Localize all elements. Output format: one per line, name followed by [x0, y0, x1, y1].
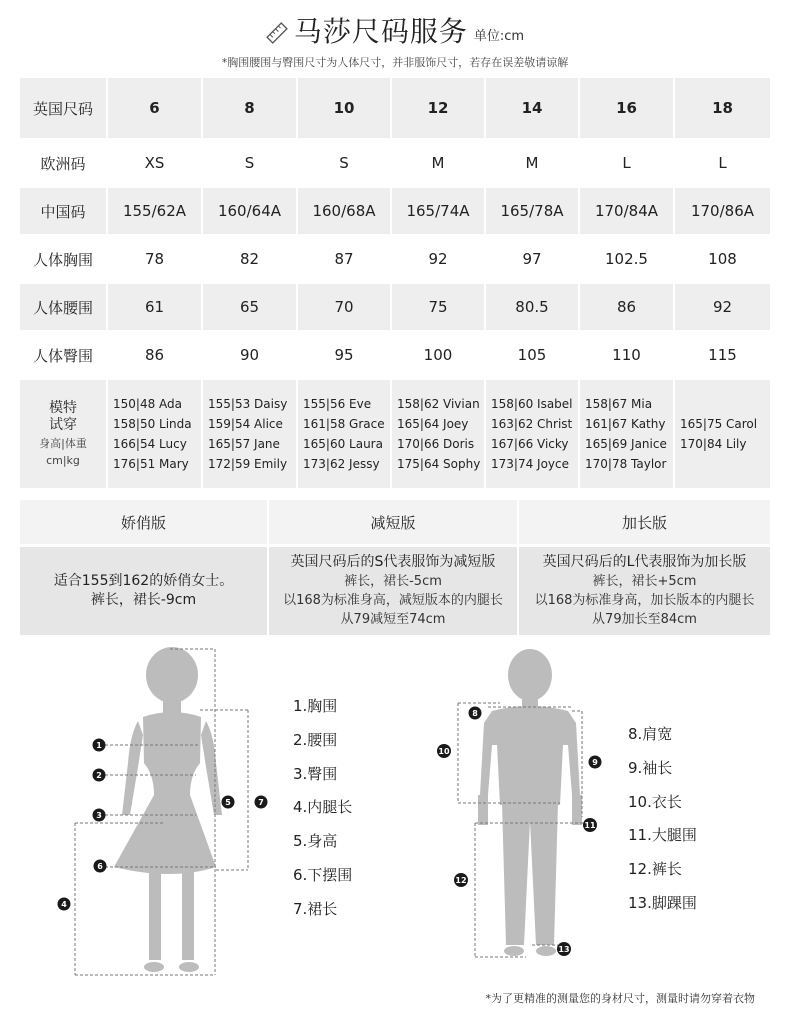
dress-measurement-diagram — [50, 645, 280, 980]
cell — [202, 379, 297, 489]
cell — [391, 379, 485, 489]
measurement-footnote: *为了更精准的测量您的身材尺寸，测量时请勿穿着衣物 — [485, 992, 755, 1005]
model-entry: 163|62 Christ — [491, 417, 573, 431]
marker-12-icon — [454, 873, 468, 887]
row-hip — [20, 331, 771, 379]
model-entry: 166|54 Lucy — [113, 437, 187, 451]
cell: 100 — [391, 331, 485, 379]
short-line4: 从79减短至74cm — [340, 612, 446, 627]
petite-desc — [20, 546, 268, 636]
row-label: 中国码 — [20, 187, 107, 235]
model-sub-line1: 身高|体重 — [39, 437, 87, 450]
marker-label: 9 — [592, 758, 598, 767]
model-entry: 165|57 Jane — [208, 437, 280, 451]
cell: 160/64A — [202, 187, 297, 235]
cell — [674, 379, 771, 489]
model-entry: 170|84 Lily — [680, 437, 747, 451]
marker-label: 11 — [584, 821, 596, 830]
row-label — [20, 379, 107, 489]
model-entry: 170|66 Doris — [397, 437, 475, 451]
marker-1-icon — [93, 739, 106, 752]
cell: 10 — [297, 78, 391, 139]
row-label: 英国尺码 — [20, 78, 107, 139]
marker-10-icon — [437, 744, 451, 758]
marker-4-icon — [58, 898, 71, 911]
model-entry: 176|51 Mary — [113, 457, 189, 471]
trousers-legend — [628, 718, 697, 921]
cell: 65 — [202, 283, 297, 331]
cell: 165/78A — [485, 187, 579, 235]
model-entry: 175|64 Sophy — [397, 457, 481, 471]
cell: 170/84A — [579, 187, 674, 235]
marker-label: 12 — [455, 876, 467, 885]
marker-label: 6 — [97, 862, 103, 871]
row-label: 人体臀围 — [20, 331, 107, 379]
model-entry: 167|66 Vicky — [491, 437, 569, 451]
fit-versions-table — [20, 500, 772, 635]
row-label: 人体胸围 — [20, 235, 107, 283]
cell — [579, 379, 674, 489]
marker-3-icon — [93, 809, 106, 822]
cell: 105 — [485, 331, 579, 379]
cell: 90 — [202, 331, 297, 379]
petite-line2: 裤长，裙长-9cm — [90, 592, 197, 608]
cell: 16 — [579, 78, 674, 139]
legend-item: 6.下摆围 — [293, 865, 353, 884]
cell: 110 — [579, 331, 674, 379]
petite-title: 娇俏版 — [20, 500, 268, 546]
cell: 80.5 — [485, 283, 579, 331]
marker-label: 13 — [558, 945, 570, 954]
model-entry: 173|74 Joyce — [491, 457, 569, 471]
cell: L — [579, 139, 674, 187]
cell: 12 — [391, 78, 485, 139]
model-entry: 155|53 Daisy — [208, 397, 288, 411]
marker-label: 4 — [61, 900, 67, 909]
model-entry: 165|69 Janice — [585, 437, 667, 451]
petite-line1: 适合155到162的娇俏女士。 — [53, 573, 234, 589]
cell: 82 — [202, 235, 297, 283]
long-line3: 以168为标准身高，加长版本的内腿长 — [534, 593, 755, 608]
row-bust — [20, 235, 771, 283]
cell: 70 — [297, 283, 391, 331]
legend-item: 1.胸围 — [293, 697, 338, 715]
page-header — [0, 10, 790, 70]
model-label-line2: 试穿 — [49, 417, 77, 433]
cell: 92 — [391, 235, 485, 283]
marker-7-icon — [255, 796, 268, 809]
row-label: 人体腰围 — [20, 283, 107, 331]
short-line3: 以168为标准身高，减短版本的内腿长 — [283, 593, 503, 608]
row-models — [20, 379, 771, 489]
trousers-measurement-diagram — [430, 645, 610, 965]
dress-legend — [293, 690, 352, 927]
model-entry: 150|48 Ada — [113, 397, 182, 411]
marker-label: 3 — [96, 811, 102, 820]
cell: 97 — [485, 235, 579, 283]
size-chart-table — [20, 78, 772, 490]
marker-2-icon — [93, 769, 106, 782]
short-title: 减短版 — [268, 500, 518, 546]
legend-item: 11.大腿围 — [628, 826, 697, 845]
legend-item: 10.衣长 — [628, 792, 682, 811]
legend-item: 13.脚踝围 — [628, 893, 697, 912]
model-entry: 158|60 Isabel — [491, 397, 573, 411]
cell: M — [391, 139, 485, 187]
long-desc — [518, 546, 771, 636]
marker-label: 7 — [258, 798, 264, 807]
cell: 170/86A — [674, 187, 771, 235]
long-title: 加长版 — [518, 500, 771, 546]
legend-item: 12.裤长 — [628, 860, 682, 879]
cell: 78 — [107, 235, 202, 283]
cell: 165/74A — [391, 187, 485, 235]
model-entry: 161|58 Grace — [303, 417, 385, 431]
cell: M — [485, 139, 579, 187]
row-label: 欧洲码 — [20, 139, 107, 187]
legend-item: 2.腰围 — [293, 730, 338, 749]
cell: 14 — [485, 78, 579, 139]
short-line1: 英国尺码后的S代表服饰为减短版 — [290, 554, 496, 570]
short-line2: 裤长，裙长-5cm — [344, 574, 442, 589]
cell — [297, 379, 391, 489]
legend-item: 4.内腿长 — [293, 798, 353, 817]
legend-item: 5.身高 — [293, 832, 338, 851]
cell: 6 — [107, 78, 202, 139]
cell: 61 — [107, 283, 202, 331]
cell: 86 — [579, 283, 674, 331]
cell: 155/62A — [107, 187, 202, 235]
fit-body-row — [20, 546, 771, 636]
model-entry: 165|64 Joey — [397, 417, 469, 431]
cell: 115 — [674, 331, 771, 379]
ruler-icon — [266, 22, 288, 44]
legend-item: 8.肩宽 — [628, 725, 673, 743]
row-cn-size — [20, 187, 771, 235]
cell: 75 — [391, 283, 485, 331]
cell: 95 — [297, 331, 391, 379]
cell: 92 — [674, 283, 771, 331]
page-title: 马莎尺码服务 — [293, 15, 468, 48]
long-line2: 裤长，裙长+5cm — [592, 574, 697, 589]
model-entry: 173|62 Jessy — [303, 457, 380, 471]
short-desc — [268, 546, 518, 636]
marker-6-icon — [94, 860, 107, 873]
model-entry: 159|54 Alice — [208, 417, 283, 431]
cell — [107, 379, 202, 489]
model-entry: 158|67 Mia — [585, 397, 653, 411]
cell: 108 — [674, 235, 771, 283]
model-sub-line2: cm|kg — [46, 454, 80, 467]
cell: 18 — [674, 78, 771, 139]
marker-label: 5 — [225, 798, 231, 807]
long-line4: 从79加长至84cm — [592, 612, 697, 627]
cell: S — [297, 139, 391, 187]
unit-label: 单位:cm — [473, 29, 525, 44]
cell: 86 — [107, 331, 202, 379]
model-label-line1: 模特 — [49, 400, 77, 416]
marker-8-icon — [469, 707, 482, 720]
marker-label: 1 — [96, 741, 102, 750]
marker-label: 8 — [472, 709, 478, 718]
marker-label: 10 — [438, 747, 450, 756]
cell: 160/68A — [297, 187, 391, 235]
model-entry: 158|50 Linda — [113, 417, 192, 431]
legend-item: 7.裙长 — [293, 899, 338, 918]
cell: XS — [107, 139, 202, 187]
long-line1: 英国尺码后的L代表服饰为加长版 — [542, 554, 747, 570]
fit-header-row — [20, 500, 771, 546]
dress-body-silhouette — [114, 647, 222, 972]
row-waist — [20, 283, 771, 331]
row-eu-size — [20, 139, 771, 187]
model-entry: 158|62 Vivian — [397, 397, 480, 411]
marker-5-icon — [222, 796, 235, 809]
model-entry: 161|67 Kathy — [585, 417, 666, 431]
model-entry: 172|59 Emily — [208, 457, 288, 471]
size-note: *胸围腰围与臀围尺寸为人体尺寸，并非服饰尺寸，若存在误差敬请谅解 — [221, 56, 569, 69]
model-entry: 165|60 Laura — [303, 437, 383, 451]
model-entry: 165|75 Carol — [680, 417, 758, 431]
legend-item: 9.袖长 — [628, 758, 673, 777]
marker-9-icon — [589, 756, 602, 769]
model-entry: 170|78 Taylor — [585, 457, 667, 471]
cell: 87 — [297, 235, 391, 283]
marker-13-icon — [557, 942, 571, 956]
marker-11-icon — [583, 818, 597, 832]
cell: 8 — [202, 78, 297, 139]
cell: L — [674, 139, 771, 187]
cell: 102.5 — [579, 235, 674, 283]
cell: S — [202, 139, 297, 187]
row-uk-size — [20, 78, 771, 139]
legend-item: 3.臀围 — [293, 764, 338, 783]
marker-label: 2 — [96, 771, 102, 780]
cell — [485, 379, 579, 489]
model-entry: 155|56 Eve — [303, 397, 372, 411]
